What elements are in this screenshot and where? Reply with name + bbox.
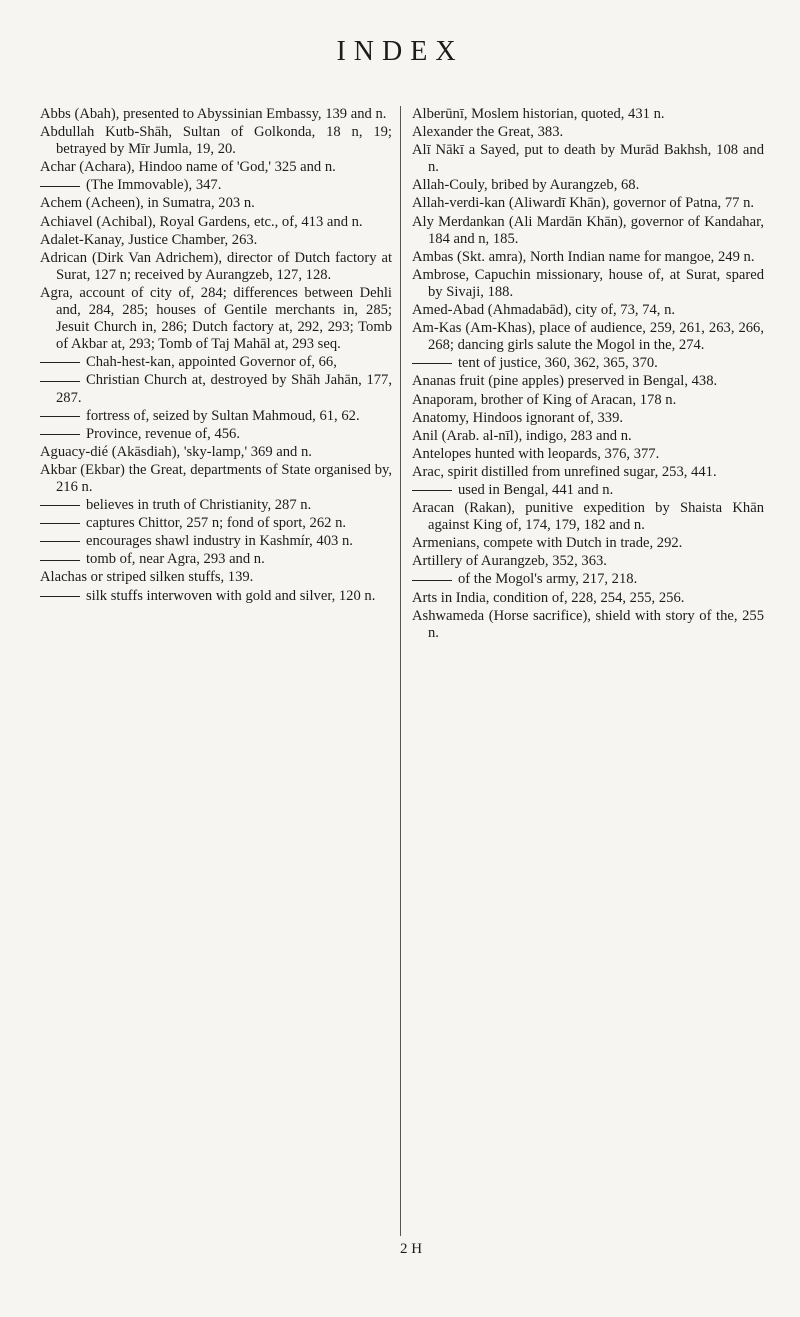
entry-text: Allah-Couly, bribed by Aurangzeb, 68. — [412, 177, 640, 194]
entry-text: captures Chittor, 257 n; fond of sport, 262 n. — [86, 515, 347, 532]
index-entry — [412, 608, 764, 642]
index-entry — [412, 214, 764, 248]
index-entry — [412, 590, 764, 607]
index-entry — [40, 462, 392, 496]
entry-text: Achiavel (Achibal), Royal Gardens, etc., of, 413 and n. — [40, 213, 363, 230]
index-entry — [40, 232, 392, 249]
index-entry — [412, 535, 764, 552]
entry-text: silk stuffs interwoven with gold and silver, 120 n. — [86, 587, 376, 604]
entry-text: Chah-hest-kan, appointed Governor of, 66, — [86, 354, 337, 371]
entry-text: Achem (Acheen), in Sumatra, 203 n. — [40, 195, 255, 212]
index-subentry — [412, 355, 764, 372]
index-subentry — [40, 408, 392, 425]
index-entry — [412, 320, 764, 354]
entry-text: Aracan (Rakan), punitive expedition by Shaista Khān against King of, 174, 179, 182 and n. — [412, 500, 764, 534]
repeat-dash — [40, 434, 80, 435]
index-entry — [412, 267, 764, 301]
entry-text: tent of justice, 360, 362, 365, 370. — [458, 355, 658, 372]
entry-text: used in Bengal, 441 and n. — [458, 481, 614, 498]
entry-text: Ashwameda (Horse sacrifice), shield with story of the, 255 n. — [412, 607, 764, 641]
index-subentry — [40, 177, 392, 194]
repeat-dash — [40, 523, 80, 524]
entry-text: Ambrose, Capuchin missionary, house of, at Surat, spared by Sivaji, 188. — [412, 266, 764, 300]
index-subentry — [40, 372, 392, 406]
entry-text: Arac, spirit distilled from unrefined sugar, 253, 441. — [412, 463, 717, 480]
index-entry — [40, 106, 392, 123]
entry-text: Alachas or striped silken stuffs, 139. — [40, 569, 254, 586]
entry-text: tomb of, near Agra, 293 and n. — [86, 551, 265, 568]
entry-text: Alberūnī, Moslem historian, quoted, 431 n. — [412, 106, 665, 122]
index-entry — [412, 106, 764, 123]
entry-text: Ambas (Skt. amra), North Indian name for mangoe, 249 n. — [412, 248, 755, 265]
repeat-dash — [40, 416, 80, 417]
page-title: INDEX — [336, 36, 464, 67]
entry-text: Abdullah Kutb-Shāh, Sultan of Golkonda, 18 n, 19; betrayed by Mīr Jumla, 19, 20. — [40, 124, 392, 158]
index-subentry — [40, 354, 392, 371]
index-entry — [412, 124, 764, 141]
repeat-dash — [40, 560, 80, 561]
index-subentry — [40, 551, 392, 568]
column-divider — [400, 106, 401, 1236]
entry-text: Aly Merdankan (Ali Mardān Khān), governor of Kandahar, 184 and n, 185. — [412, 213, 764, 247]
entry-text: Adalet-Kanay, Justice Chamber, 263. — [40, 231, 258, 248]
index-entry — [412, 392, 764, 409]
entry-text: Allah-verdi-kan (Aliwardī Khān), governor of Patna, 77 n. — [412, 195, 755, 212]
index-subentry — [412, 482, 764, 499]
entry-text: Akbar (Ekbar) the Great, departments of State organised by, 216 n. — [40, 461, 392, 495]
index-entry — [412, 428, 764, 445]
entry-text: Am-Kas (Am-Khas), place of audience, 259, 261, 263, 266, 268; dancing girls salute the Mogol in the, 274. — [412, 320, 764, 354]
entry-text: Agra, account of city of, 284; differences between Dehli and, 284, 285; houses of Gentile merchants in, 285; Jesuit Church in, 286; Dutch factory at, 292, 293; Tomb of Akbar at, 293; Tomb of Taj Mahāl at, 293 seq. — [40, 284, 392, 353]
entry-text: Alexander the Great, 383. — [412, 124, 564, 141]
entry-text: Province, revenue of, 456. — [86, 425, 240, 442]
index-entry — [412, 464, 764, 481]
entry-text: of the Mogol's army, 217, 218. — [458, 571, 638, 588]
index-subentry — [40, 515, 392, 532]
index-entry — [412, 500, 764, 534]
entry-text: Anatomy, Hindoos ignorant of, 339. — [412, 409, 624, 426]
entry-text: Christian Church at, destroyed by Shāh Jahān, 177, 287. — [56, 372, 392, 406]
entry-text: Adrican (Dirk Van Adrichem), director of Dutch factory at Surat, 127 n; received by Aurangzeb, 127, 128. — [40, 249, 392, 283]
repeat-dash — [40, 541, 80, 542]
entry-text: Arts in India, condition of, 228, 254, 255, 256. — [412, 589, 685, 606]
repeat-dash — [412, 580, 452, 581]
signature-mark: 2 H — [400, 1241, 423, 1257]
index-entry — [412, 553, 764, 570]
repeat-dash — [40, 362, 80, 363]
index-entry — [40, 214, 392, 231]
index-entry — [40, 569, 392, 586]
index-entry — [412, 373, 764, 390]
index-column-left — [40, 106, 392, 606]
index-subentry — [40, 533, 392, 550]
entry-text: Aguacy-dié (Akāsdiah), 'sky-lamp,' 369 and n. — [40, 443, 312, 460]
repeat-dash — [412, 490, 452, 491]
entry-text: Anaporam, brother of King of Aracan, 178 n. — [412, 391, 677, 408]
index-entry — [412, 177, 764, 194]
repeat-dash — [40, 596, 80, 597]
entry-text: Alī Nākī a Sayed, put to death by Murād Bakhsh, 108 and n. — [412, 142, 764, 176]
repeat-dash — [40, 505, 80, 506]
index-entry — [40, 444, 392, 461]
index-subentry — [40, 497, 392, 514]
index-entry — [40, 250, 392, 284]
entry-text: Achar (Achara), Hindoo name of 'God,' 325 and n. — [40, 159, 336, 176]
entry-text: encourages shawl industry in Kashmír, 403 n. — [86, 533, 353, 550]
entry-text: Anil (Arab. al-nīl), indigo, 283 and n. — [412, 427, 632, 444]
index-entry — [412, 302, 764, 319]
repeat-dash — [40, 381, 80, 382]
entry-text: fortress of, seized by Sultan Mahmoud, 61, 62. — [86, 407, 360, 424]
index-entry — [412, 142, 764, 176]
index-entry — [412, 410, 764, 427]
entry-text: (The Immovable), 347. — [86, 177, 222, 194]
entry-text: Abbs (Abah), presented to Abyssinian Embassy, 139 and n. — [40, 106, 387, 122]
index-subentry — [412, 571, 764, 588]
entry-text: Ananas fruit (pine apples) preserved in Bengal, 438. — [412, 373, 718, 390]
repeat-dash — [40, 186, 80, 187]
entry-text: Armenians, compete with Dutch in trade, 292. — [412, 535, 683, 552]
entry-text: Amed-Abad (Ahmadabād), city of, 73, 74, n. — [412, 302, 676, 319]
index-entry — [40, 285, 392, 353]
index-subentry — [40, 588, 392, 605]
index-column-right — [412, 106, 764, 643]
index-entry — [412, 446, 764, 463]
index-entry — [412, 249, 764, 266]
repeat-dash — [412, 363, 452, 364]
index-entry — [40, 159, 392, 176]
index-entry — [40, 124, 392, 158]
entry-text: Antelopes hunted with leopards, 376, 377. — [412, 445, 660, 462]
entry-text: Artillery of Aurangzeb, 352, 363. — [412, 553, 607, 570]
entry-text: believes in truth of Christianity, 287 n. — [86, 497, 312, 514]
index-entry — [412, 195, 764, 212]
index-entry — [40, 195, 392, 212]
index-subentry — [40, 426, 392, 443]
